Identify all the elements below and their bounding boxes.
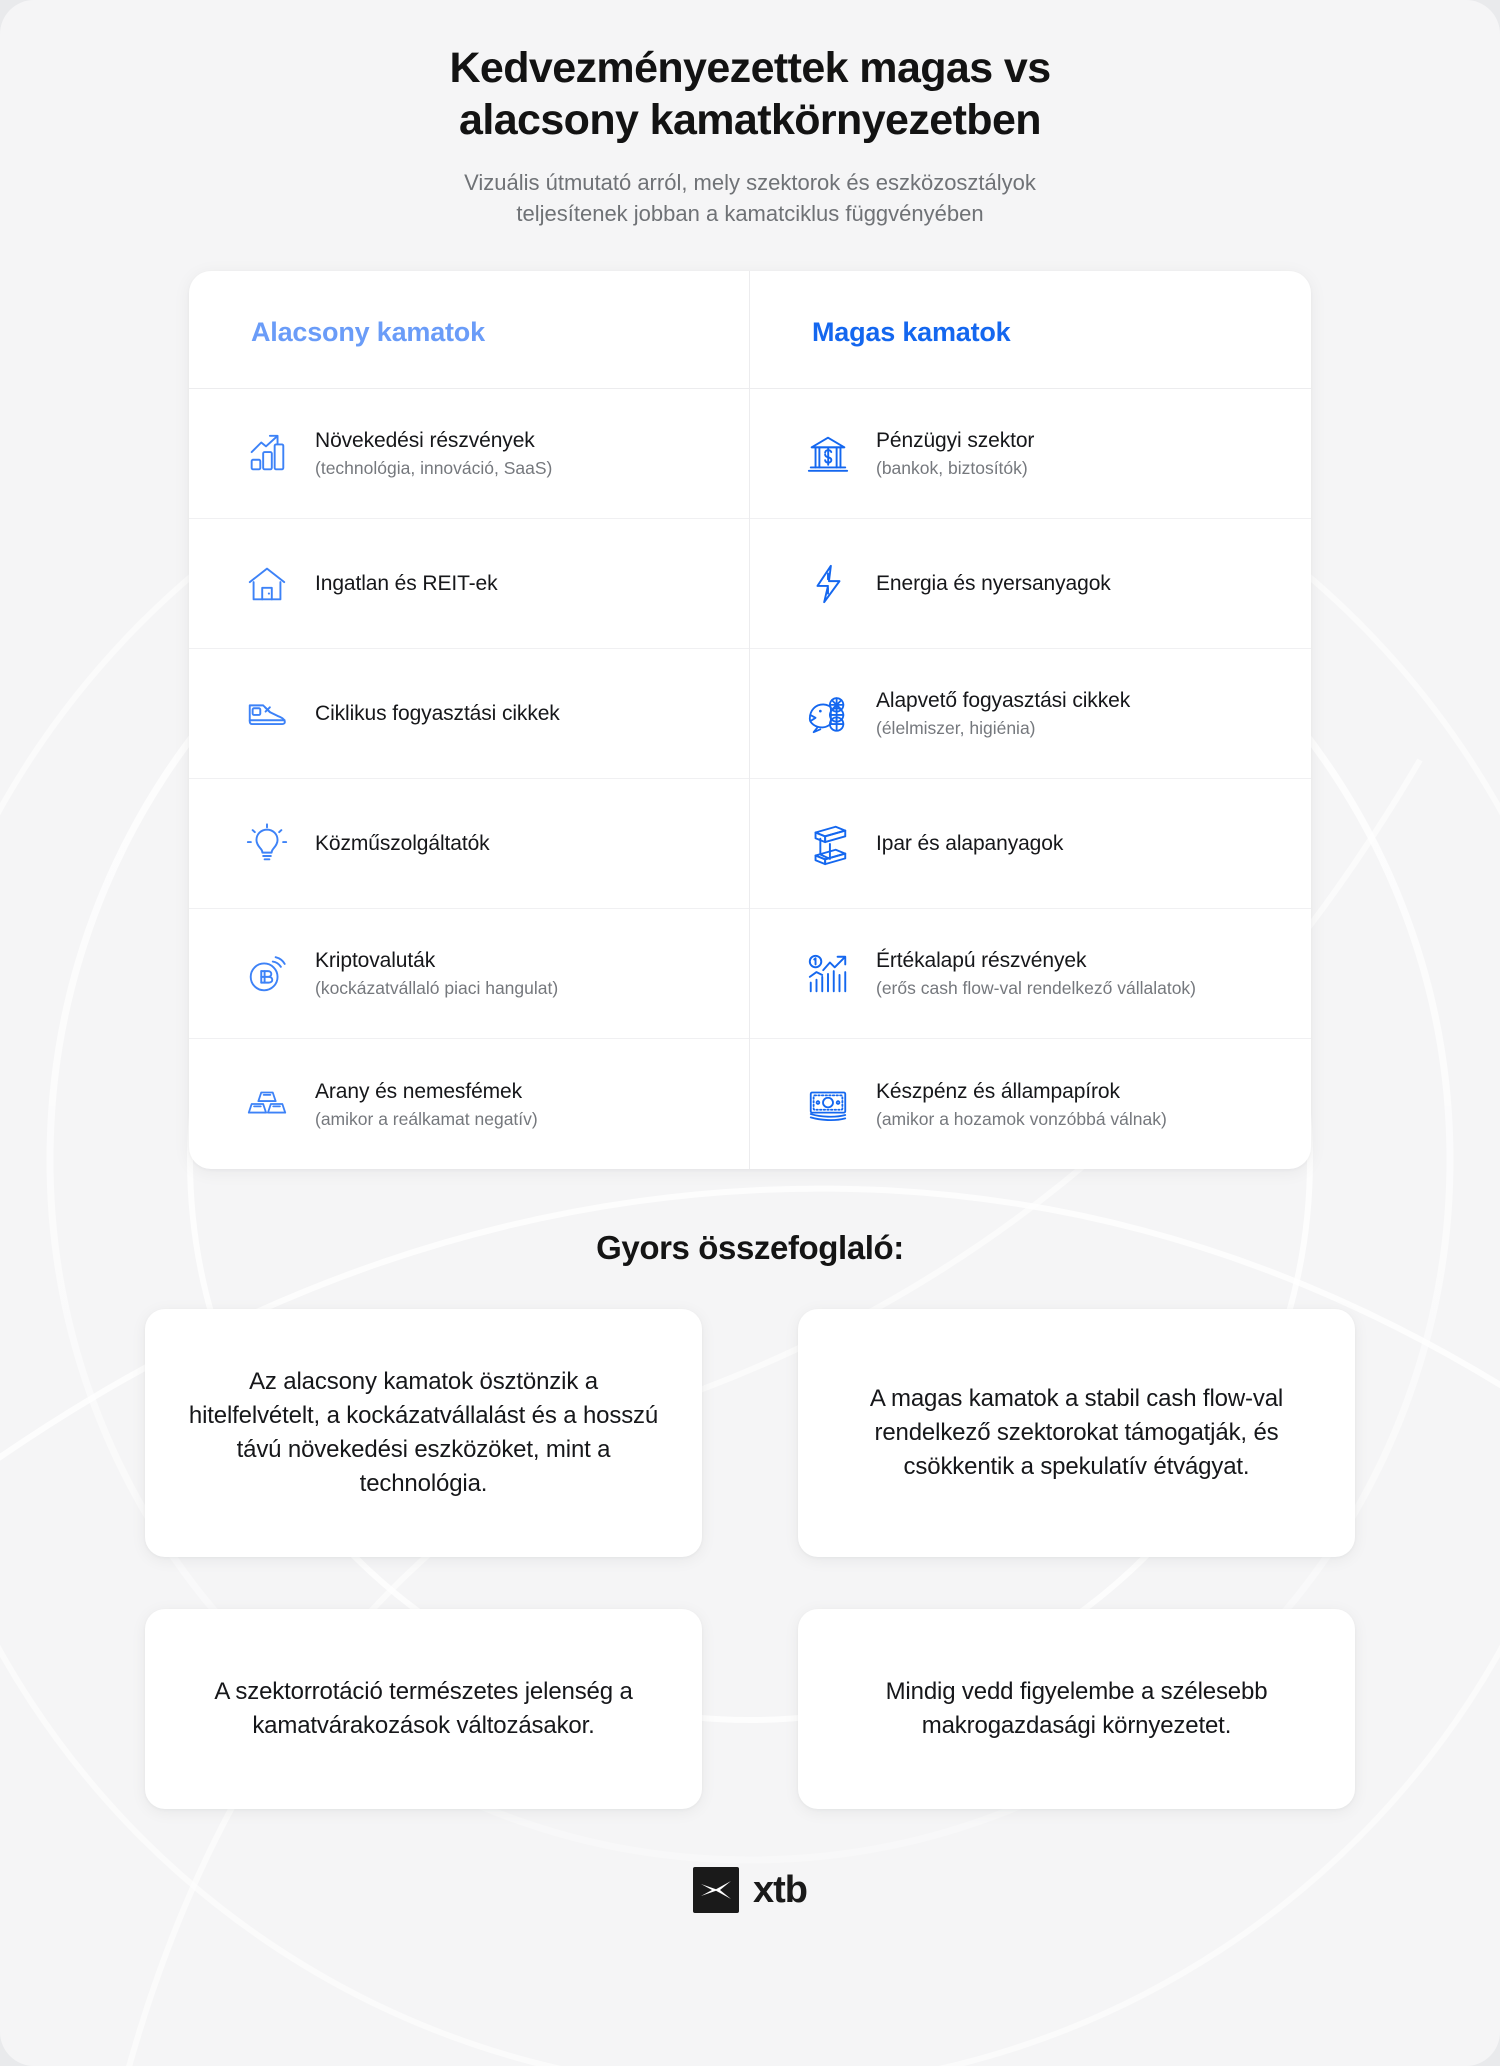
summary-card-text: Az alacsony kamatok ösztönzik a hitelfelvételt, a kockázatvállalást és a hosszú távú növekedési eszközöket, mint a technológia. — [188, 1368, 659, 1498]
row-sublabel: (technológia, innováció, SaaS) — [315, 458, 553, 479]
steel-beam-icon — [802, 818, 854, 870]
xtb-arrow-mark-icon — [693, 1867, 739, 1913]
table-row — [750, 389, 1311, 519]
row-sublabel: (erős cash flow-val rendelkező vállalatok) — [876, 978, 1196, 999]
table-row — [750, 519, 1311, 649]
summary-card-text: Mindig vedd figyelembe a szélesebb makrogazdasági környezetet. — [885, 1678, 1268, 1740]
xtb-logo-text: xtb — [753, 1869, 807, 1912]
row-text — [876, 570, 1273, 597]
page-title — [300, 42, 1200, 147]
page-subtitle-line-1: Vizuális útmutató arról, mely szektorok és eszközosztályok — [464, 169, 1036, 195]
summary-card — [798, 1309, 1355, 1557]
table-row — [750, 779, 1311, 909]
summary-card — [798, 1609, 1355, 1809]
row-text — [315, 947, 711, 1000]
page-subtitle-line-2: teljesítenek jobban a kamatciklus függvényében — [516, 201, 984, 227]
page-subtitle — [300, 167, 1200, 229]
row-text — [315, 830, 711, 857]
row-sublabel: (élelmiszer, higiénia) — [876, 718, 1036, 739]
table-row — [189, 389, 749, 519]
page-header — [0, 0, 1500, 229]
row-label: Ingatlan és REIT-ek — [315, 572, 498, 596]
sneaker-icon — [241, 688, 293, 740]
row-label: Növekedési részvények — [315, 429, 535, 453]
row-text — [876, 427, 1273, 480]
row-label: Kriptovaluták — [315, 949, 436, 973]
table-row — [189, 779, 749, 909]
table-header-row — [189, 271, 1311, 389]
banknotes-icon — [802, 1078, 854, 1130]
summary-card — [145, 1609, 702, 1809]
row-label: Ipar és alapanyagok — [876, 832, 1064, 856]
row-label: Készpénz és állampapírok — [876, 1079, 1120, 1103]
row-label: Alapvető fogyasztási cikkek — [876, 689, 1131, 713]
page-title-line-1: Kedvezményezettek magas vs — [449, 44, 1051, 92]
table-body — [189, 389, 1311, 1169]
lightning-bolt-icon — [802, 558, 854, 610]
column-low-rates — [189, 389, 750, 1169]
table-row — [750, 649, 1311, 779]
row-sublabel: (amikor a reálkamat negatív) — [315, 1108, 538, 1129]
table-row — [189, 909, 749, 1039]
page-title-line-2: alacsony kamatkörnyezetben — [459, 96, 1041, 145]
row-sublabel: (kockázatvállaló piaci hangulat) — [315, 978, 559, 999]
growth-bar-chart-icon — [241, 428, 293, 480]
summary-card-text: A szektorrotáció természetes jelenség a kamatvárakozások változásakor. — [214, 1678, 633, 1740]
table-header-low-rates — [189, 271, 750, 388]
summary-card-text: A magas kamatok a stabil cash flow-val rendelkező szektorokat támogatják, és csökkentik a spekulatív étvágyat. — [869, 1385, 1284, 1481]
row-text — [876, 687, 1273, 740]
column-high-rates — [750, 389, 1311, 1169]
row-text — [315, 700, 711, 727]
gold-bars-icon — [241, 1078, 293, 1130]
row-text — [315, 570, 711, 597]
table-row — [750, 1039, 1311, 1169]
row-label: Pénzügyi szektor — [876, 429, 1035, 453]
table-row — [189, 649, 749, 779]
table-row — [750, 909, 1311, 1039]
column-header-label: Magas kamatok — [812, 317, 1011, 348]
column-header-label: Alacsony kamatok — [251, 317, 485, 348]
bank-dollar-icon — [802, 428, 854, 480]
row-label: Arany és nemesfémek — [315, 1079, 523, 1103]
comparison-table — [189, 271, 1311, 1169]
table-row — [189, 1039, 749, 1169]
row-label: Ciklikus fogyasztási cikkek — [315, 702, 560, 726]
row-label: Értékalapú részvények — [876, 949, 1087, 973]
bitcoin-icon — [241, 948, 293, 1000]
fish-citrus-icon — [802, 688, 854, 740]
row-sublabel: (bankok, biztosítók) — [876, 458, 1028, 479]
lightbulb-icon — [241, 818, 293, 870]
summary-card-grid — [145, 1309, 1355, 1809]
table-row — [189, 519, 749, 649]
summary-title: Gyors összefoglaló: — [596, 1229, 904, 1267]
row-text — [315, 1078, 711, 1131]
value-chart-icon — [802, 948, 854, 1000]
row-text — [876, 947, 1273, 1000]
row-label: Energia és nyersanyagok — [876, 572, 1111, 596]
summary-card — [145, 1309, 702, 1557]
row-label: Közműszolgáltatók — [315, 832, 490, 856]
house-icon — [241, 558, 293, 610]
row-text — [876, 830, 1273, 857]
row-text — [876, 1078, 1273, 1131]
row-sublabel: (amikor a hozamok vonzóbbá válnak) — [876, 1108, 1167, 1129]
footer-logo — [0, 1867, 1500, 1913]
row-text — [315, 427, 711, 480]
table-header-high-rates — [750, 271, 1311, 388]
